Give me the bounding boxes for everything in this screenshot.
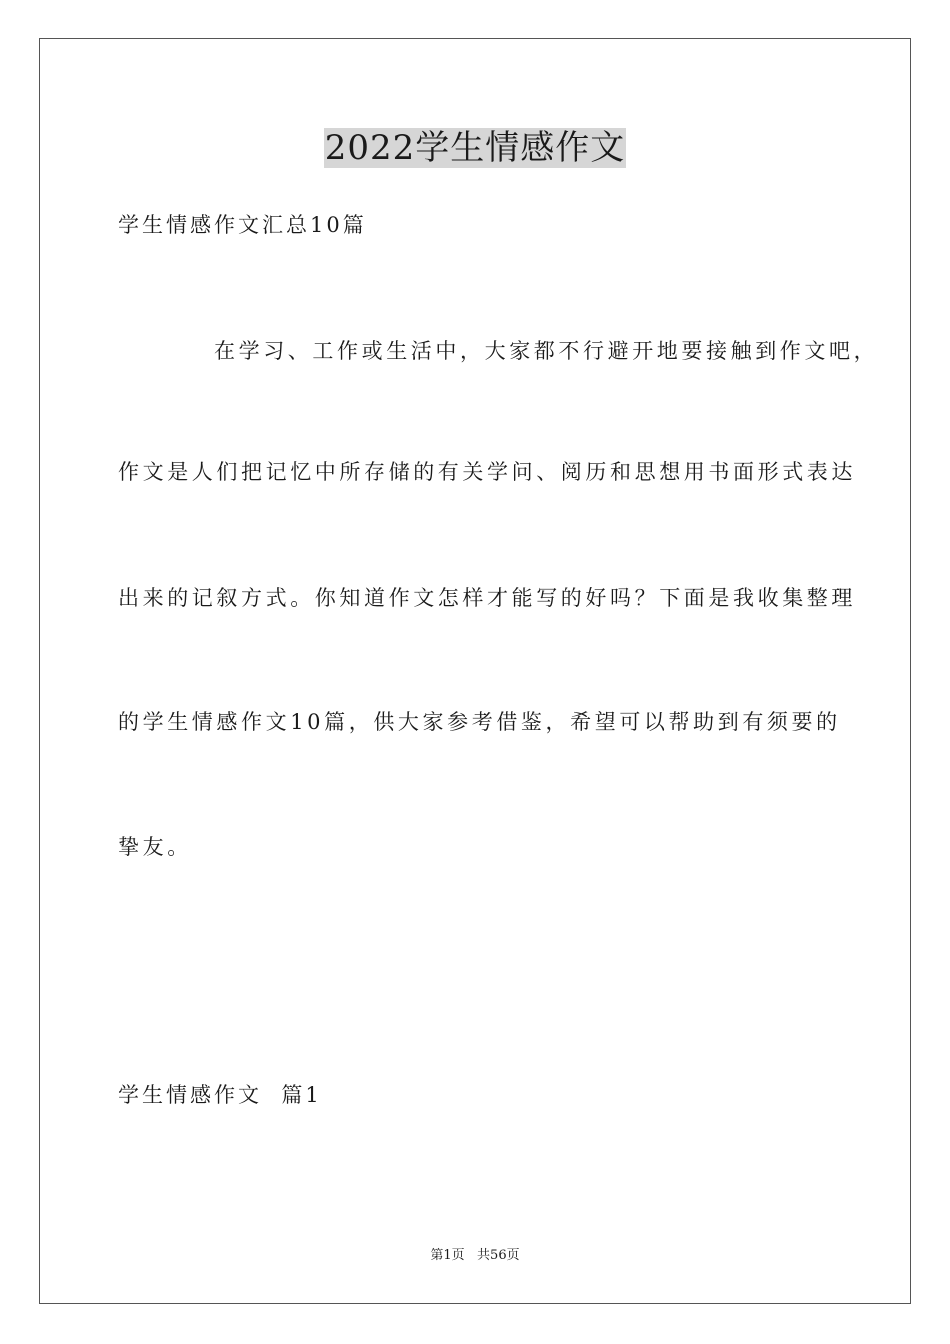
paragraph-line: 出来的记叙方式。你知道作文怎样才能写的好吗？下面是我收集整理 (118, 586, 856, 610)
paragraph-line: 挚友。 (118, 835, 192, 859)
paragraph-line: 在学习、工作或生活中，大家都不行避开地要接触到作文吧， (214, 339, 879, 363)
paragraph-line: 作文是人们把记忆中所存储的有关学问、阅历和思想用书面形式表达 (118, 460, 856, 484)
document-subtitle: 学生情感作文汇总10篇 (118, 213, 367, 237)
section-heading: 学生情感作文 篇1 (118, 1083, 322, 1107)
document-title (0, 126, 950, 170)
title-text: 2022学生情感作文 (324, 128, 626, 168)
paragraph-line: 的学生情感作文10篇，供大家参考借鉴，希望可以帮助到有须要的 (118, 710, 841, 734)
page-footer: 第1页 共56页 (430, 1248, 520, 1263)
